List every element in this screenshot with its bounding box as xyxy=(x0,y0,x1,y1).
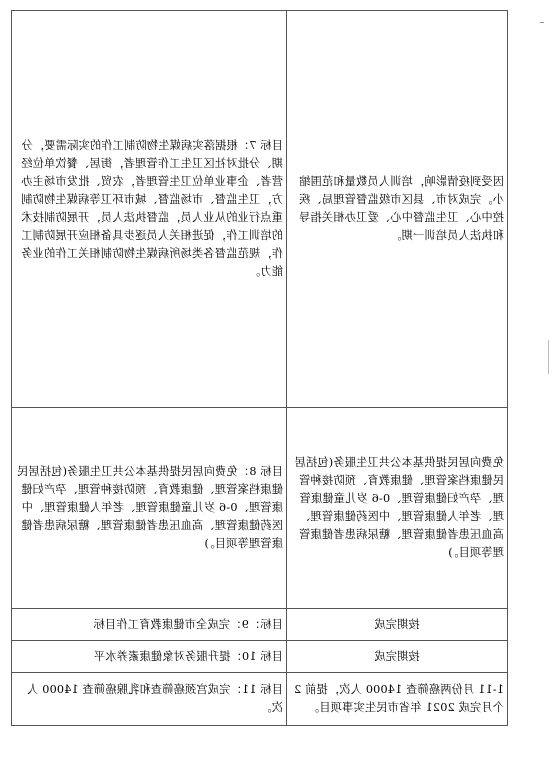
target-cell: 目标：9：完成全市健康教育工作目标 xyxy=(12,609,287,641)
target-cell: 目标 11：完成宫颈癌筛查和乳腺癌筛查 14000 人次。 xyxy=(12,673,287,726)
progress-cell: 按期完成 xyxy=(287,609,508,641)
table-row xyxy=(12,673,508,726)
progress-cell: 按期完成 xyxy=(287,641,508,673)
progress-cell: 免费向居民提供基本公共卫生服务(包括居民健康档案管理、健康教育、预防接种管理、孕产妇健康管理、0-6 岁儿童健康管理、老年人健康管理、中医药健康管理、高血压患者健康管理、糖尿病患者健康管理等项目。) xyxy=(287,408,508,609)
table-row xyxy=(12,408,508,609)
table-row xyxy=(12,609,508,641)
table-row xyxy=(12,11,508,408)
progress-cell: 1-11 月份两癌筛查 14000 人次，提前 2 个月完成 2021 年省市民生实事项目。 xyxy=(287,673,508,726)
table-row xyxy=(12,641,508,673)
target-cell: 目标 10：提升服务对象健康素养水平 xyxy=(12,641,287,673)
margin-mark xyxy=(540,22,544,23)
target-cell: 目标 8：免费向居民提供基本公共卫生服务(包括居民健康档案管理、健康教育、预防接种管理、孕产妇健康管理、0-6 岁儿童健康管理、老年人健康管理、中医药健康管理、高血压患者健康管理、糖尿病患者健康管理等项目。) xyxy=(12,408,287,609)
progress-cell: 因受到疫情影响，培训人员数量和范围缩小。完成对市、县区市级监督管理局、疾控中心、卫生监督中心、爱卫办相关指导和执法人员培训一期。 xyxy=(287,11,508,408)
target-cell: 目标 7：根据落实病媒生物防制工作的实际需要，分期、分批对社区卫生工作管理者，街居、餐饮单位经营者、企事业单位卫生管理者，农贸、批发市场主办方，卫生监督、市场监督、城市环卫等病媒生物防制重点行业的从业人员，监督执法人员，开展防制技术的培训工作，促进相关人员逐步具备相应开展防制工作，规范监督各类场所病媒生物防制相关工作的业务能力。 xyxy=(12,11,287,408)
margin-line xyxy=(548,340,549,374)
goals-table xyxy=(11,10,508,726)
